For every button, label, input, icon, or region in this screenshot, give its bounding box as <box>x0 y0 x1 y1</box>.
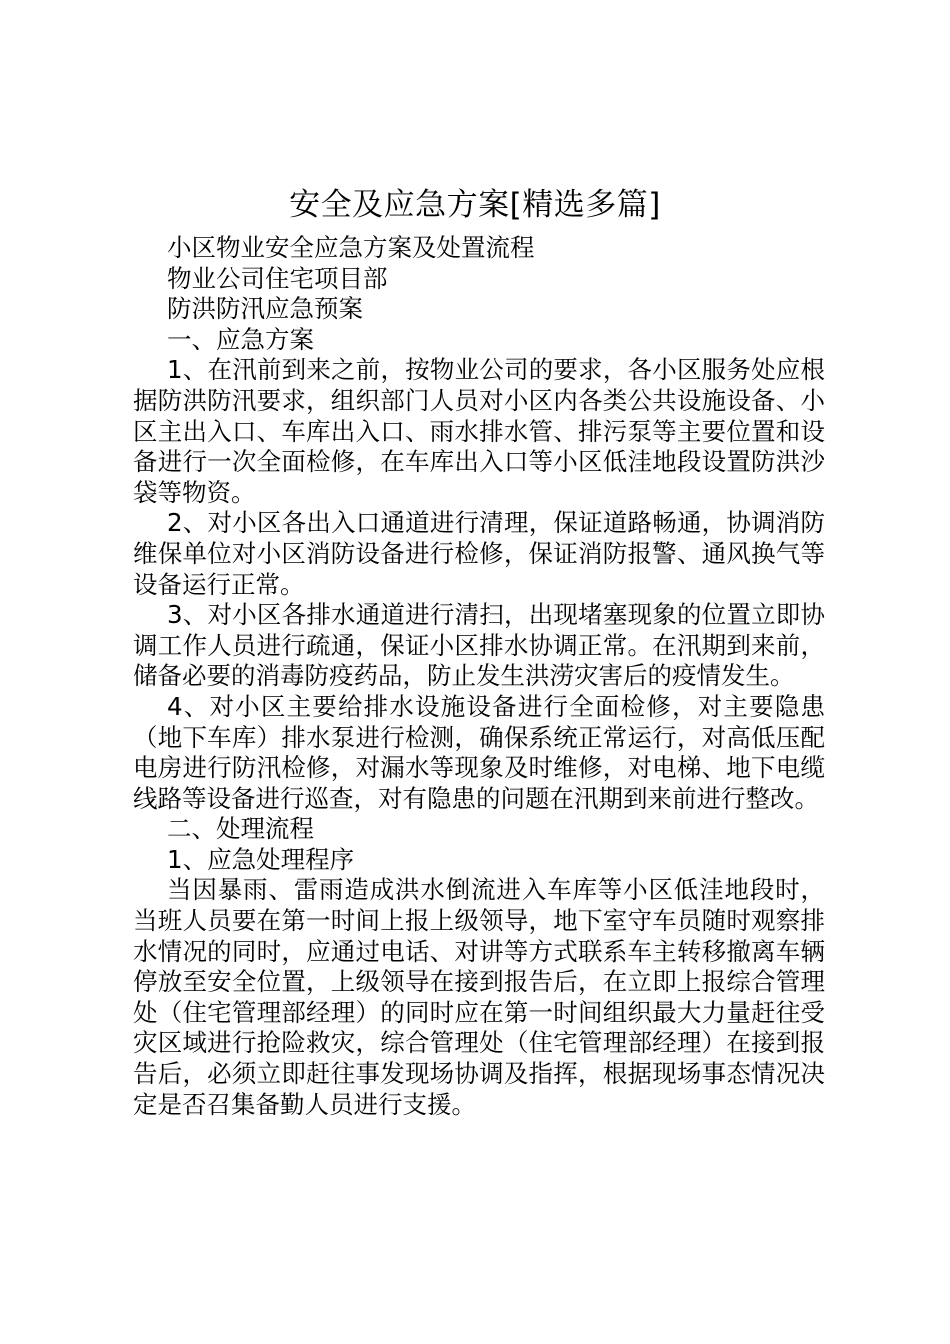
subtitle-paragraph: 小区物业安全应急方案及处置流程 <box>167 233 535 262</box>
plan-name-paragraph: 防洪防汛应急预案 <box>167 294 363 324</box>
document-body <box>133 233 825 1120</box>
body-paragraph: 4、对小区主要给排水设施设备进行全面检修，对主要隐患（地下车库）排水泵进行检测，确保系统正常运行，对高低压配电房进行防汛检修，对漏水等现象及时维修，对电梯、地下电缆线路等设备进行巡查，对有隐患的问题在汛期到来前进行整改。 <box>133 691 825 813</box>
subsection-heading: 1、应急处理程序 <box>167 844 355 874</box>
document-title: 安全及应急方案[精选多篇] <box>289 187 661 223</box>
body-paragraph: 3、对小区各排水通道进行清扫，出现堵塞现象的位置立即协调工作人员进行疏通，保证小区排水协调正常。在汛期到来前，储备必要的消毒防疫药品，防止发生洪涝灾害后的疫情发生。 <box>133 600 825 691</box>
body-paragraph: 2、对小区各出入口通道进行清理，保证道路畅通，协调消防维保单位对小区消防设备进行检修，保证消防报警、通风换气等设备运行正常。 <box>133 508 825 599</box>
section-heading-emergency-plan: 一、应急方案 <box>167 324 314 354</box>
department-paragraph: 物业公司住宅项目部 <box>167 263 388 293</box>
section-heading-process: 二、处理流程 <box>167 814 314 844</box>
body-paragraph: 1、在汛前到来之前，按物业公司的要求，各小区服务处应根据防洪防汛要求，组织部门人员对小区内各类公共设施设备、小区主出入口、车库出入口、雨水排水管、排污泵等主要位置和设备进行一次全面检修，在车库出入口等小区低洼地段设置防洪沙袋等物资。 <box>133 355 825 507</box>
body-paragraph: 当因暴雨、雷雨造成洪水倒流进入车库等小区低洼地段时，当班人员要在第一时间上报上级领导，地下室守车员随时观察排水情况的同时，应通过电话、对讲等方式联系车主转移撤离车辆停放至安全位置，上级领导在接到报告后，在立即上报综合管理处（住宅管理部经理）的同时应在第一时间组织最大力量赶往受灾区域进行抢险救灾，综合管理处（住宅管理部经理）在接到报告后，必须立即赶往事发现场协调及指挥，根据现场事态情况决定是否召集备勤人员进行支援。 <box>133 875 825 1119</box>
